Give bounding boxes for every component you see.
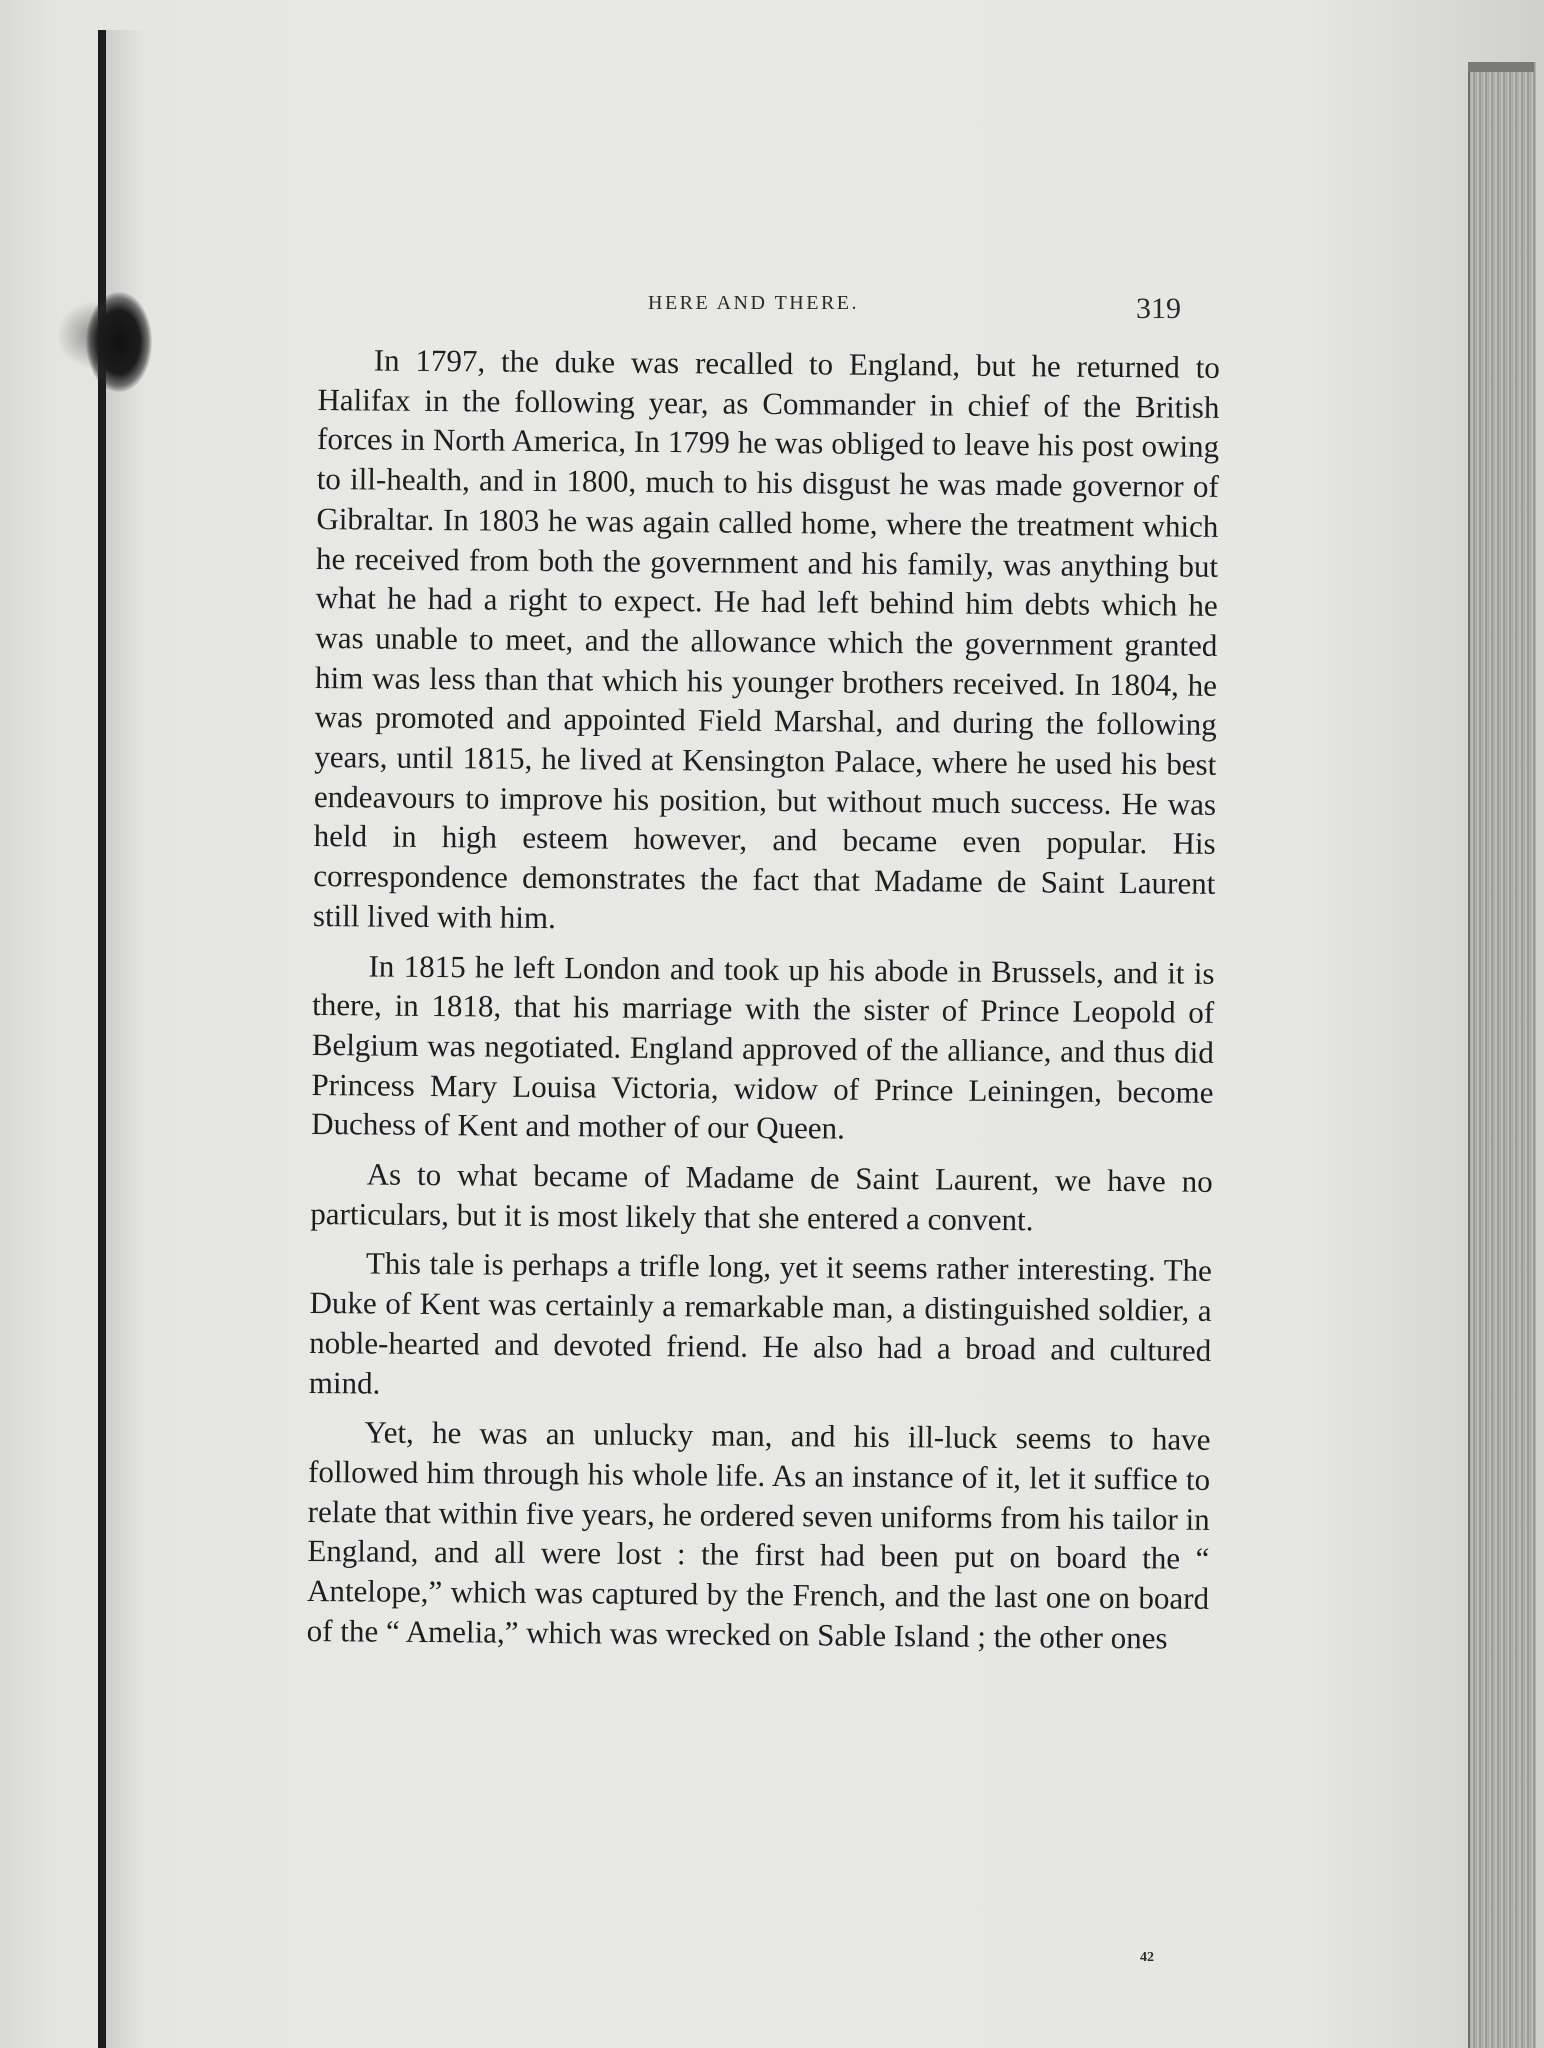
page-stack-top bbox=[1468, 62, 1534, 72]
signature-mark: 42 bbox=[1140, 1950, 1154, 1965]
paragraph: This tale is perhaps a trifle long, yet it seems rather interesting. The Duke of Kent was certainly a remarkable man, a distinguished soldier, a noble-hearted and devoted friend. He also had a broad and cultured mind. bbox=[308, 1245, 1213, 1401]
paragraph: Yet, he was an unlucky man, and his ill-luck seems to have followed him through his whole life. As an instance of it, let it suffice to relate that within five years, he ordered seven uniforms from his tailor in England, and all were lost : the first had been put on board the “ Antelope,” which was captured by the French, and the last one on board of the “ Amelia,” which was wrecked on Sable Island ; the other ones bbox=[306, 1414, 1211, 1656]
running-head: HERE AND THERE. bbox=[648, 292, 860, 314]
paragraph: As to what became of Madame de Saint Laurent, we have no particulars, but it is most likely that she entered a convent. bbox=[310, 1156, 1213, 1238]
paragraph: In 1815 he left London and took up his abode in Brussels, and it is there, in 1818, that his marriage with the sister of Prince Leopold of Belgium was negotiated. England approved of the alliance, and thus did Princess Mary Louisa Victoria, widow of Prince Leiningen, become Duchess of Kent and mother of our Queen. bbox=[311, 948, 1215, 1146]
page-stack-edge bbox=[1468, 62, 1536, 2048]
page-number: 319 bbox=[1136, 292, 1181, 325]
body-text bbox=[306, 340, 1219, 1668]
paragraph: In 1797, the duke was recalled to England, but he returned to Halifax in the following year, as Commander in chief of the British forces in North America, In 1799 he was obliged to leave his post owing to ill-health, and in 1800, much to his disgust he was made governor of Gibraltar. In 1803 he was again called home, where the treatment which he received from both the government and his family, was anything but what he had a right to expect. He had left behind him debts which he was unable to meet, and the allowance which the government granted him was less than that which his younger brothers received. In 1804, he was promoted and appointed Field Marshal, and during the following years, until 1815, he lived at Kensington Palace, where he used his best endeavours to improve his position, but without much success. He was held in high esteem however, and became even popular. His correspondence demonstrates the fact that Madame de Saint Laurent still lived with him. bbox=[312, 342, 1220, 935]
